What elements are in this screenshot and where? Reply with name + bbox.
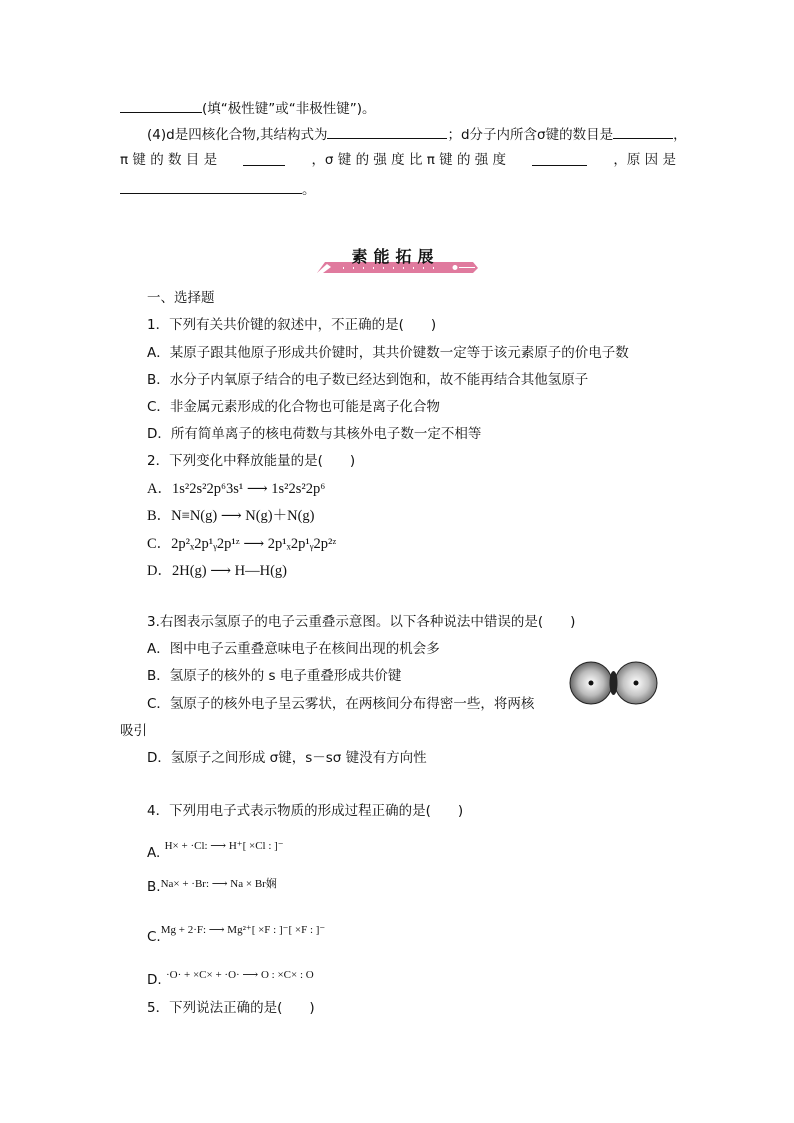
answer-blank[interactable] (327, 124, 447, 139)
option[interactable]: C．氢原子的核外电子呈云雾状，在两核间分布得密一些，将两核 (147, 696, 535, 712)
answer-blank[interactable] (532, 151, 587, 166)
text: 。 (302, 182, 316, 198)
option[interactable]: D．2H(g) ⟶ H—H(g) (147, 563, 287, 579)
text: ， (673, 127, 687, 143)
option[interactable] (147, 924, 326, 947)
text: ，原 因 是 (613, 152, 676, 168)
question-3-stem: 3.右图表示氢原子的电子云重叠示意图。以下各种说法中错误的是( ) (147, 614, 576, 630)
section-heading: 一、选择题 (147, 290, 215, 306)
answer-blank[interactable] (120, 98, 202, 113)
option[interactable] (147, 878, 277, 897)
question-4-stem: 4．下列用电子式表示物质的形成过程正确的是( ) (147, 803, 464, 819)
answer-blank[interactable] (120, 179, 302, 194)
electron-formula: Na× + ·Br: ⟶ Na × Br娴 (160, 878, 277, 890)
fill-line-1 (120, 98, 376, 118)
option-label: B. (147, 879, 161, 895)
option[interactable]: B．水分子内氧原子结合的电子数已经达到饱和，故不能再结合其他氢原子 (147, 372, 589, 388)
text: (填“极性键”或“非极性键”)。 (202, 101, 376, 117)
answer-blank[interactable] (613, 124, 673, 139)
option[interactable] (147, 971, 314, 990)
option-label: C. (147, 929, 161, 945)
option[interactable]: A．1s²2s²2p⁶3s¹ ⟶ 1s²2s²2p⁶ (147, 481, 326, 497)
answer-blank[interactable] (243, 151, 285, 166)
electron-formula: ·O· + ×C× + ·O· ⟶ O : ×C× : O (165, 969, 314, 981)
fill-line-4 (120, 179, 316, 199)
electron-formula: Mg + 2·F: ⟶ Mg²⁺[ ×F : ]⁻[ ×F : ]⁻ (160, 924, 326, 936)
question-5-stem: 5．下列说法正确的是( ) (147, 1000, 315, 1016)
option[interactable]: A．图中电子云重叠意味电子在核间出现的机会多 (147, 641, 440, 657)
option[interactable]: B．氢原子的核外的 s 电子重叠形成共价键 (147, 668, 402, 684)
option-label: D. (147, 972, 162, 988)
electron-cloud-overlap-figure (566, 660, 662, 706)
option[interactable]: B．N≡N(g) ⟶ N(g)＋N(g) (147, 508, 315, 524)
banner-title: 素能拓展 (351, 247, 440, 266)
text: π 键 的 数 目 是 (120, 152, 218, 168)
electron-formula: H× + ·Cl: ⟶ H⁺[ ×Cl : ]⁻ (164, 840, 284, 852)
text: (4)d是四核化合物,其结构式为 (147, 127, 328, 143)
question-2-stem: 2．下列变化中释放能量的是( ) (147, 453, 356, 469)
option[interactable]: D．所有简单离子的核电荷数与其核外电子数一定不相等 (147, 426, 482, 442)
option[interactable] (147, 840, 284, 863)
question-1-stem: 1．下列有关共价键的叙述中，不正确的是( ) (147, 317, 437, 333)
fill-line-3 (120, 151, 676, 169)
text: ；d分子内所含σ键的数目是 (447, 127, 614, 143)
option[interactable]: D．氢原子之间形成 σ键，s－sσ 键没有方向性 (147, 750, 427, 766)
text: ，σ 键 的 强 度 比 π 键 的 强 度 (311, 152, 507, 168)
option-label: A. (147, 845, 161, 861)
question-4-part (147, 124, 687, 144)
option[interactable]: C．2p²ₓ2p¹ᵧ2p¹ᶻ ⟶ 2p¹ₓ2p¹ᵧ2p²ᶻ (147, 536, 337, 552)
option-continuation: 吸引 (120, 723, 147, 739)
option[interactable]: A．某原子跟其他原子形成共价键时，其共价键数一定等于该元素原子的价电子数 (147, 345, 629, 361)
section-banner (313, 240, 478, 274)
option[interactable]: C．非金属元素形成的化合物也可能是离子化合物 (147, 399, 440, 415)
